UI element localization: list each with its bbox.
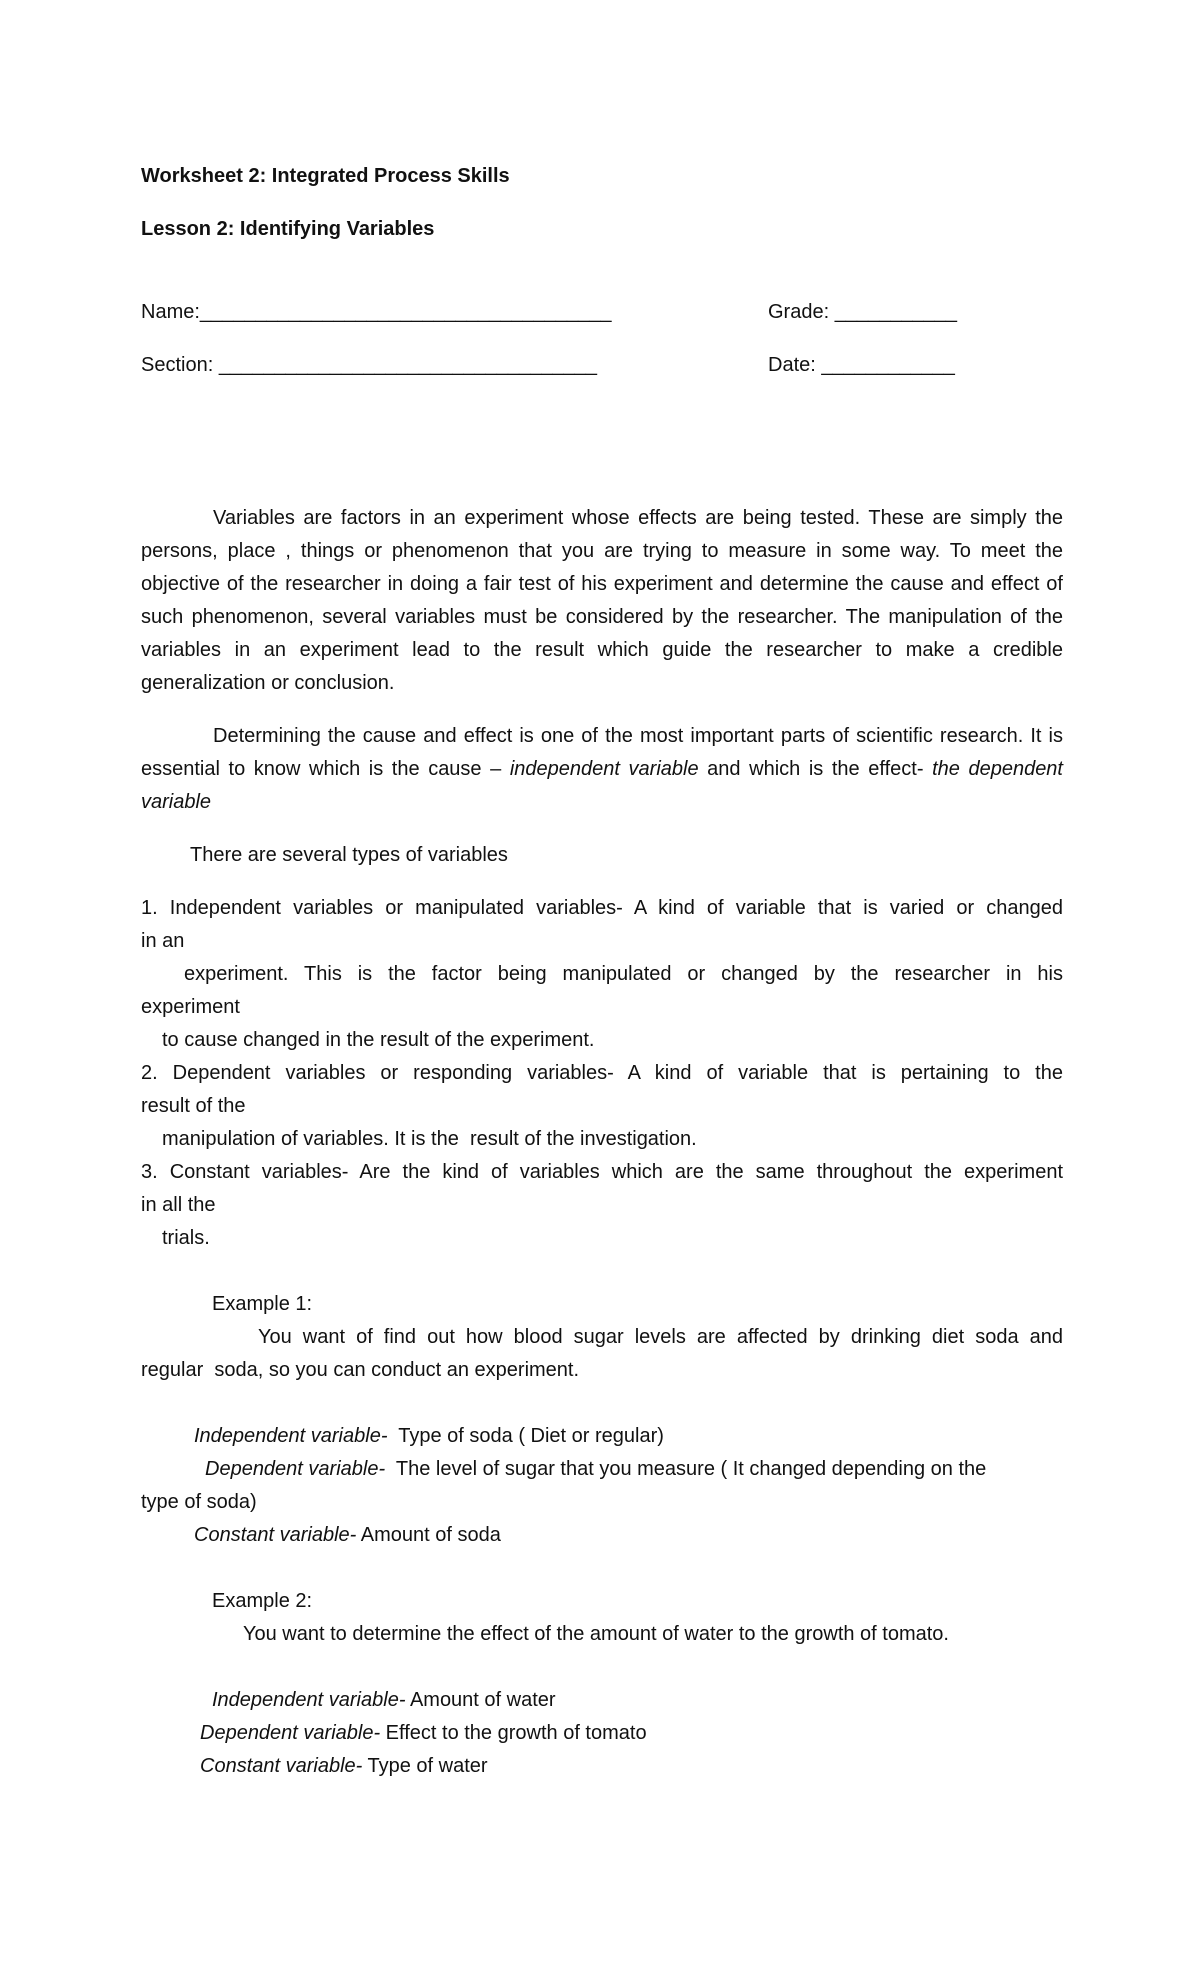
intro-paragraph-1 xyxy=(141,502,1063,700)
example-1-independent xyxy=(194,1420,664,1453)
example-1-dependent xyxy=(205,1453,986,1486)
name-field: Name:_____________________________________ xyxy=(141,301,612,323)
intro-paragraph-2 xyxy=(141,720,1063,819)
intro-text-2c: and which is the effect- xyxy=(698,758,933,780)
section-field: Section: __________________________________ xyxy=(141,354,598,376)
example-2-iv-label: Independent variable- xyxy=(212,1689,406,1711)
intro-text-2b: independent variable xyxy=(509,758,699,780)
type-2-line-1: 2. Dependent variables or responding variables- A kind of variable that is pertaining to the xyxy=(141,1062,1063,1084)
example-2-iv-value: Amount of water xyxy=(405,1689,556,1711)
example-1-constant xyxy=(194,1519,501,1552)
intro-text-2d: the dependent variable xyxy=(141,758,1063,813)
example-2-dv-label: Dependent variable- xyxy=(200,1722,381,1744)
example-2-question: You want to determine the effect of the amount of water to the growth of tomato. xyxy=(243,1623,949,1645)
example-1-question-line-2: regular soda, so you can conduct an experiment. xyxy=(141,1359,580,1381)
example-2-cv-value: Type of water xyxy=(362,1755,488,1777)
date-field: Date: ____________ xyxy=(768,354,955,376)
example-2-independent xyxy=(212,1684,556,1717)
intro-text-2a: Determining the cause and effect is one of the most important parts of scientific research. It is essential to know which is the cause – xyxy=(141,725,1063,780)
example-1-dv-value: The level of sugar that you measure ( It changed depending on the xyxy=(385,1458,987,1480)
type-3-line-3: trials. xyxy=(162,1227,210,1249)
type-1-line-3: experiment. This is the factor being manipulated or changed by the researcher in his xyxy=(184,963,1063,985)
type-3-line-1: 3. Constant variables- Are the kind of variables which are the same throughout the experiment xyxy=(141,1161,1063,1183)
type-1-line-5: to cause changed in the result of the experiment. xyxy=(162,1029,595,1051)
example-2-cv-label: Constant variable- xyxy=(200,1755,363,1777)
example-1-label: Example 1: xyxy=(212,1293,313,1315)
type-3-line-2: in all the xyxy=(141,1194,216,1216)
types-heading: There are several types of variables xyxy=(190,844,508,866)
intro-text-1: Variables are factors in an experiment whose effects are being tested. These are simply the persons, place , things or phenomenon that you are trying to measure in some way. To meet the objective of the researcher in doing a fair test of his experiment and determine the cause and effect of such phenomenon, several variables must be considered by the researcher. The manipulation of the variables in an experiment lead to the result which guide the researcher to make a credible generalization or conclusion. xyxy=(141,507,1063,694)
example-1-dependent-cont: type of soda) xyxy=(141,1491,257,1513)
example-1-dv-label: Dependent variable- xyxy=(205,1458,386,1480)
type-2-line-2: result of the xyxy=(141,1095,246,1117)
type-2-line-3: manipulation of variables. It is the result of the investigation. xyxy=(162,1128,697,1150)
example-1-iv-label: Independent variable- xyxy=(194,1425,388,1447)
example-2-constant xyxy=(200,1750,488,1783)
type-1-line-4: experiment xyxy=(141,996,240,1018)
example-2-dependent xyxy=(200,1717,647,1750)
grade-field: Grade: ___________ xyxy=(768,301,958,323)
example-2-label: Example 2: xyxy=(212,1590,313,1612)
example-1-cv-label: Constant variable- xyxy=(194,1524,357,1546)
example-1-cv-value: Amount of soda xyxy=(356,1524,501,1546)
example-1-iv-value: Type of soda ( Diet or regular) xyxy=(387,1425,664,1447)
example-1-question-line-1: You want of find out how blood sugar levels are affected by drinking diet soda and xyxy=(258,1326,1063,1348)
type-1-line-1: 1. Independent variables or manipulated variables- A kind of variable that is varied or changed xyxy=(141,897,1063,919)
worksheet-title: Worksheet 2: Integrated Process Skills xyxy=(141,165,510,187)
lesson-title: Lesson 2: Identifying Variables xyxy=(141,218,435,240)
type-1-line-2: in an xyxy=(141,930,185,952)
example-2-dv-value: Effect to the growth of tomato xyxy=(380,1722,647,1744)
